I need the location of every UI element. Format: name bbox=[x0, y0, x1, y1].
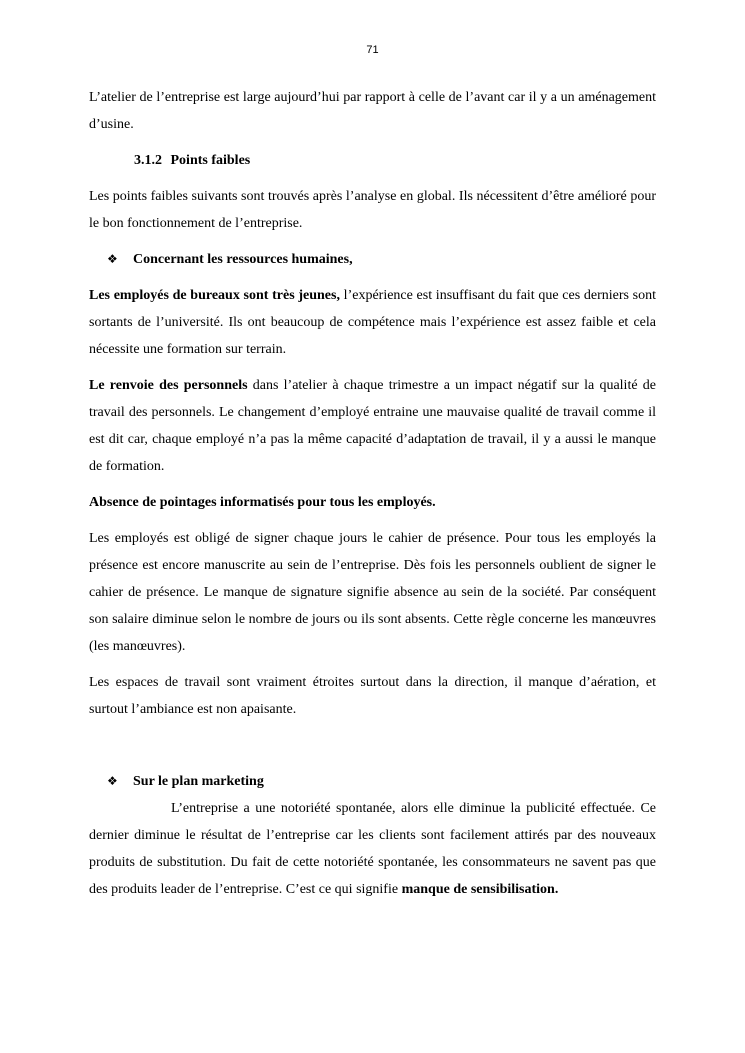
paragraph-espaces-travail: Les espaces de travail sont vraiment étroites surtout dans la direction, il manque d’aération, et surtout l’ambiance est non apaisante. bbox=[89, 675, 656, 717]
section-heading bbox=[134, 147, 656, 174]
bullet-heading-label: Sur le plan marketing bbox=[133, 774, 264, 789]
bold-phrase: manque de sensibilisation. bbox=[401, 882, 559, 897]
paragraph-marketing bbox=[89, 795, 656, 903]
paragraph-atelier: L’atelier de l’entreprise est large aujourd’hui par rapport à celle de l’avant car il y a un aménagement d’usine. bbox=[89, 90, 656, 132]
paragraph-employes-bureaux bbox=[89, 282, 656, 363]
paragraph-text: l’expérience est insuffisant du fait que ces derniers sont sortants de l’université. Ils ont beaucoup de compétence mais l’expérience est assez faible et cela nécessite une formation sur terrain. bbox=[89, 288, 657, 357]
paragraph-text: dans l’atelier à chaque trimestre a un impact négatif sur la qualité de travail des personnels. Le changement d’employé entraine une mauvaise qualité de travail comme il est dit car, chaque employé n’a pas la même capacité d’adaptation de travail, il y a aussi le manque de formation. bbox=[89, 378, 656, 474]
paragraph-points-faibles: Les points faibles suivants sont trouvés après l’analyse en global. Ils nécessitent d’être amélioré pour le bon fonctionnement de l’entreprise. bbox=[89, 189, 656, 231]
diamond-bullet-icon: ❖ bbox=[107, 774, 118, 788]
diamond-bullet-icon: ❖ bbox=[107, 252, 118, 266]
bold-phrase: Les employés de bureaux sont très jeunes, bbox=[89, 288, 340, 303]
paragraph-renvoie-personnels bbox=[89, 372, 656, 480]
page-number: 71 bbox=[366, 44, 379, 56]
bullet-heading-label: Concernant les ressources humaines, bbox=[133, 252, 353, 267]
section-title: Points faibles bbox=[170, 153, 251, 168]
paragraph-text: L’entreprise a une notoriété spontanée, alors elle diminue la publicité effectuée. Ce dernier diminue le résultat de l’entreprise car les clients sont facilement attirés par des nouveaux produits de substitution. Du fait de cette notoriété spontanée, les consommateurs ne savent pas que des produits leader de l’entreprise. C’est ce qui signifie bbox=[89, 801, 656, 897]
bold-phrase: Absence de pointages informatisés pour tous les employés. bbox=[89, 495, 436, 510]
bold-phrase: Le renvoie des personnels bbox=[89, 378, 248, 393]
section-number: 3.1.2 bbox=[134, 153, 162, 168]
document-body bbox=[89, 84, 656, 903]
bullet-heading-marketing bbox=[107, 768, 656, 795]
paragraph-cahier-presence: Les employés est obligé de signer chaque jours le cahier de présence. Pour tous les employés la présence est encore manuscrite au sein de l’entreprise. Dès fois les personnels oublient de signer le cahier de présence. Le manque de signature signifie absence au sein de la société. Par conséquent son salaire diminue selon le nombre de jours ou ils sont absents. Cette règle concerne les manœuvres (les manœuvres). bbox=[89, 531, 656, 654]
spacer bbox=[89, 723, 656, 768]
paragraph-absence-pointages bbox=[89, 489, 656, 516]
bullet-heading-ressources-humaines bbox=[107, 246, 656, 273]
